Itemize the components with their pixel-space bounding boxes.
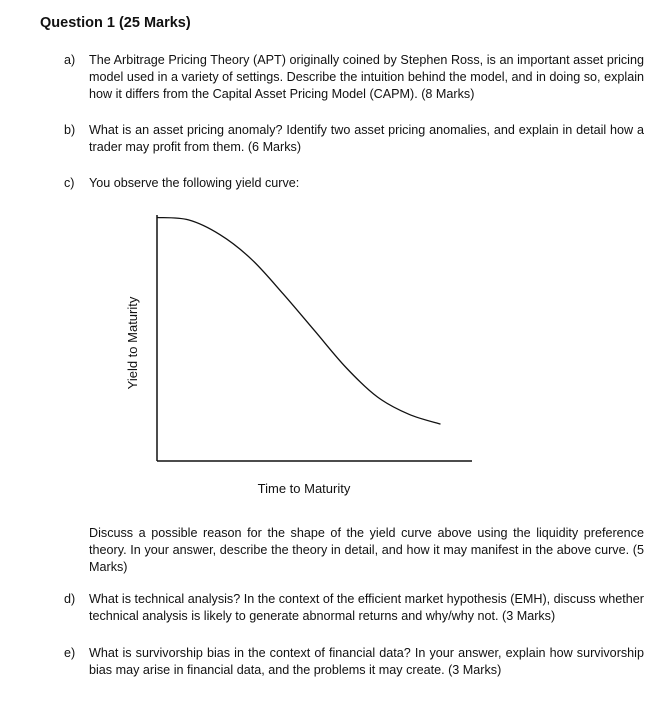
y-axis-label: Yield to Maturity bbox=[125, 296, 140, 390]
part-e bbox=[64, 645, 644, 679]
part-d-text: What is technical analysis? In the context of the efficient market hypothesis (EMH), discuss whether technical analysis is likely to generate abnormal returns and why/why not. (3 Marks) bbox=[89, 592, 644, 623]
part-c-label: c) bbox=[64, 176, 75, 190]
part-a-label: a) bbox=[64, 53, 76, 67]
part-a-text: The Arbitrage Pricing Theory (APT) originally coined by Stephen Ross, is an important asset pricing model used in a variety of settings. Describe the intuition behind the model, and in doing so, explain how it differs from the Capital Asset Pricing Model (CAPM). (8 Marks) bbox=[89, 53, 644, 101]
part-d-label: d) bbox=[64, 592, 76, 606]
part-d bbox=[64, 591, 644, 625]
part-c-text: You observe the following yield curve: bbox=[89, 176, 300, 190]
part-b-label: b) bbox=[64, 123, 76, 137]
question-title: Question 1 (25 Marks) bbox=[40, 15, 191, 31]
part-e-text: What is survivorship bias in the context of financial data? In your answer, explain how survivorship bias may arise in financial data, and the problems it may create. (3 Marks) bbox=[89, 646, 644, 677]
yield-curve-line bbox=[157, 218, 441, 425]
part-b-text: What is an asset pricing anomaly? Identify two asset pricing anomalies, and explain in detail how a trader may profit from them. (6 Marks) bbox=[89, 123, 644, 154]
part-c-followup: Discuss a possible reason for the shape of the yield curve above using the liquidity preference theory. In your answer, describe the theory in detail, and how it may manifest in the above curve. (5 Marks) bbox=[89, 526, 644, 574]
x-axis-label: Time to Maturity bbox=[257, 481, 351, 496]
part-e-label: e) bbox=[64, 646, 76, 660]
